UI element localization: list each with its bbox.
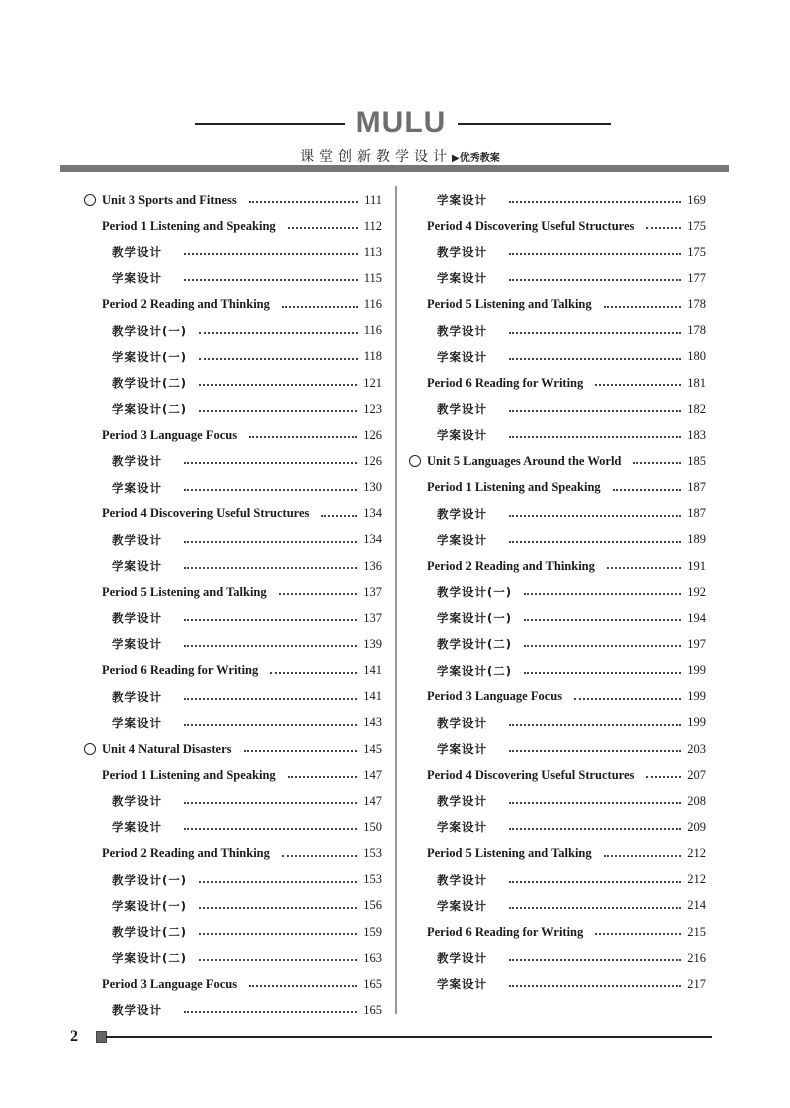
entry-page: 118 bbox=[363, 349, 382, 364]
entry-label: 学案设计 bbox=[112, 271, 162, 286]
entry-page: 165 bbox=[363, 976, 382, 991]
entry-label: 教学设计(二) bbox=[112, 376, 188, 391]
entry-label: 学案设计 bbox=[437, 820, 487, 835]
toc-entry-sub[interactable] bbox=[409, 658, 706, 684]
entry-label: 教学设计 bbox=[437, 951, 487, 966]
entry-page: 199 bbox=[687, 715, 706, 730]
dot-leader bbox=[184, 462, 357, 464]
dot-leader bbox=[249, 436, 357, 438]
entry-label: 学案设计(一) bbox=[112, 898, 188, 913]
dot-leader bbox=[509, 253, 681, 255]
dot-leader bbox=[633, 462, 681, 464]
entry-label: 教学设计 bbox=[437, 872, 487, 887]
dot-leader bbox=[199, 907, 357, 909]
dot-leader bbox=[607, 567, 681, 569]
entry-label: 学案设计 bbox=[437, 977, 487, 992]
entry-label: Unit 3 Sports and Fitness bbox=[102, 192, 237, 207]
entry-page: 199 bbox=[687, 663, 706, 678]
entry-page: 214 bbox=[687, 898, 706, 913]
entry-page: 178 bbox=[687, 323, 706, 338]
entry-page: 136 bbox=[363, 558, 382, 573]
dot-leader bbox=[509, 515, 681, 517]
dot-leader bbox=[524, 645, 681, 647]
entry-page: 180 bbox=[687, 349, 706, 364]
entry-page: 197 bbox=[687, 636, 706, 651]
entry-label: Period 3 Language Focus bbox=[102, 427, 238, 442]
entry-page: 209 bbox=[687, 819, 706, 834]
toc-entry-sub[interactable] bbox=[409, 971, 706, 997]
entry-label: Period 1 Listening and Speaking bbox=[427, 480, 601, 495]
entry-page: 217 bbox=[687, 976, 706, 991]
entry-page: 182 bbox=[687, 401, 706, 416]
entry-label: 教学设计 bbox=[112, 454, 162, 469]
entry-page: 187 bbox=[687, 506, 706, 521]
entry-label: Period 6 Reading for Writing bbox=[427, 375, 584, 390]
entry-label: Period 5 Listening and Talking bbox=[427, 846, 592, 861]
entry-label: 教学设计 bbox=[112, 611, 162, 626]
entry-page: 134 bbox=[363, 506, 382, 521]
entry-label: Period 4 Discovering Useful Structures bbox=[102, 506, 310, 521]
dot-leader bbox=[509, 332, 681, 334]
entry-label: 学案设计(一) bbox=[112, 349, 188, 364]
entry-page: 113 bbox=[363, 244, 382, 259]
dot-leader bbox=[509, 907, 681, 909]
entry-label: 学案设计 bbox=[437, 428, 487, 443]
entry-label: 教学设计 bbox=[437, 506, 487, 521]
entry-page: 134 bbox=[363, 532, 382, 547]
toc-entry-period[interactable] bbox=[84, 501, 382, 527]
dot-leader bbox=[646, 227, 681, 229]
dot-leader bbox=[604, 855, 682, 857]
entry-page: 126 bbox=[363, 453, 382, 468]
dot-leader bbox=[270, 672, 357, 674]
toc-entry-sub[interactable] bbox=[84, 553, 382, 579]
entry-label: Period 2 Reading and Thinking bbox=[102, 297, 270, 312]
entry-label: 教学设计 bbox=[437, 715, 487, 730]
toc-entry-sub[interactable] bbox=[409, 579, 706, 605]
dot-leader bbox=[184, 724, 357, 726]
toc-entry-period[interactable] bbox=[409, 684, 706, 710]
entry-page: 175 bbox=[687, 244, 706, 259]
entry-page: 192 bbox=[687, 584, 706, 599]
entry-label: Period 3 Language Focus bbox=[102, 976, 238, 991]
entry-page: 150 bbox=[363, 819, 382, 834]
toc-entry-sub[interactable] bbox=[409, 344, 706, 370]
entry-label: 学案设计(二) bbox=[437, 663, 513, 678]
entry-page: 175 bbox=[687, 218, 706, 233]
subtitle-tag: ▶优秀教案 bbox=[452, 153, 500, 164]
toc-entry-sub[interactable] bbox=[409, 422, 706, 448]
toc-entry-sub[interactable] bbox=[409, 396, 706, 422]
dot-leader bbox=[509, 279, 681, 281]
entry-label: 学案设计 bbox=[112, 637, 162, 652]
toc-entry-period[interactable] bbox=[84, 971, 382, 997]
toc-entry-sub[interactable] bbox=[84, 344, 382, 370]
book-subtitle bbox=[300, 146, 500, 166]
toc-entry-sub[interactable] bbox=[409, 239, 706, 265]
column-divider bbox=[395, 186, 397, 1014]
entry-page: 111 bbox=[364, 192, 382, 207]
entry-label: 教学设计 bbox=[112, 794, 162, 809]
entry-page: 145 bbox=[363, 741, 382, 756]
dot-leader bbox=[282, 855, 357, 857]
dot-leader bbox=[509, 881, 681, 883]
toc-entry-sub[interactable] bbox=[409, 736, 706, 762]
entry-label: 学案设计 bbox=[437, 349, 487, 364]
footer-rule bbox=[106, 1036, 712, 1038]
page-title: MULU bbox=[355, 106, 447, 139]
entry-page: 189 bbox=[687, 532, 706, 547]
entry-page: 177 bbox=[687, 270, 706, 285]
toc-entry-sub[interactable] bbox=[409, 867, 706, 893]
entry-label: Period 6 Reading for Writing bbox=[102, 663, 259, 678]
entry-page: 143 bbox=[363, 715, 382, 730]
entry-label: 学案设计 bbox=[112, 715, 162, 730]
toc-entry-unit[interactable] bbox=[409, 448, 706, 474]
entry-page: 183 bbox=[687, 427, 706, 442]
entry-page: 185 bbox=[687, 453, 706, 468]
entry-label: Period 1 Listening and Speaking bbox=[102, 218, 276, 233]
dot-leader bbox=[184, 698, 357, 700]
entry-page: 208 bbox=[687, 793, 706, 808]
dot-leader bbox=[282, 306, 358, 308]
entry-label: 学案设计 bbox=[437, 532, 487, 547]
dot-leader bbox=[199, 332, 358, 334]
dot-leader bbox=[288, 227, 358, 229]
toc-entry-period[interactable] bbox=[409, 762, 706, 788]
entry-page: 147 bbox=[363, 767, 382, 782]
entry-page: 112 bbox=[363, 218, 382, 233]
toc-entry-sub[interactable] bbox=[84, 867, 382, 893]
toc-entry-period[interactable] bbox=[409, 370, 706, 396]
toc-entry-period[interactable] bbox=[84, 841, 382, 867]
dot-leader bbox=[184, 828, 357, 830]
dot-leader bbox=[509, 724, 681, 726]
toc-entry-sub[interactable] bbox=[84, 265, 382, 291]
entry-label: 教学设计 bbox=[112, 532, 162, 547]
toc-entry-period[interactable] bbox=[84, 422, 382, 448]
toc-entry-sub[interactable] bbox=[409, 605, 706, 631]
dot-leader bbox=[595, 933, 681, 935]
entry-page: 116 bbox=[363, 323, 382, 338]
toc-entry-sub[interactable] bbox=[409, 814, 706, 840]
toc-entry-sub[interactable] bbox=[84, 814, 382, 840]
entry-page: 191 bbox=[687, 558, 706, 573]
toc-entry-period[interactable] bbox=[409, 213, 706, 239]
dot-leader bbox=[509, 802, 681, 804]
entry-page: 137 bbox=[363, 610, 382, 625]
entry-label: Unit 4 Natural Disasters bbox=[102, 741, 232, 756]
entry-page: 123 bbox=[363, 401, 382, 416]
title-rule-right bbox=[458, 123, 611, 125]
dot-leader bbox=[184, 1011, 357, 1013]
header-band bbox=[60, 165, 729, 172]
entry-label: 教学设计 bbox=[437, 402, 487, 417]
entry-page: 115 bbox=[363, 270, 382, 285]
dot-leader bbox=[509, 828, 681, 830]
dot-leader bbox=[199, 358, 358, 360]
dot-leader bbox=[509, 410, 681, 412]
dot-leader bbox=[184, 619, 357, 621]
toc-entry-sub[interactable] bbox=[84, 370, 382, 396]
dot-leader bbox=[184, 541, 357, 543]
toc-entry-period[interactable] bbox=[409, 919, 706, 945]
entry-page: 216 bbox=[687, 950, 706, 965]
entry-label: 教学设计(二) bbox=[437, 637, 513, 652]
entry-label: 教学设计 bbox=[437, 323, 487, 338]
entry-label: Period 5 Listening and Talking bbox=[102, 584, 267, 599]
toc-right-column bbox=[409, 187, 706, 997]
toc-entry-sub[interactable] bbox=[84, 631, 382, 657]
entry-page: 199 bbox=[687, 689, 706, 704]
toc-entry-sub[interactable] bbox=[409, 265, 706, 291]
entry-page: 153 bbox=[363, 872, 382, 887]
entry-page: 121 bbox=[363, 375, 382, 390]
entry-page: 212 bbox=[687, 872, 706, 887]
dot-leader bbox=[524, 672, 681, 674]
toc-entry-sub[interactable] bbox=[84, 919, 382, 945]
entry-label: 学案设计 bbox=[112, 480, 162, 495]
dot-leader bbox=[249, 201, 358, 203]
entry-label: Period 3 Language Focus bbox=[427, 689, 563, 704]
dot-leader bbox=[321, 515, 357, 517]
subtitle-text: 课堂创新教学设计 bbox=[300, 149, 452, 165]
entry-page: 212 bbox=[687, 846, 706, 861]
dot-leader bbox=[574, 698, 681, 700]
toc-entry-sub[interactable] bbox=[84, 788, 382, 814]
toc-entry-period[interactable] bbox=[409, 553, 706, 579]
entry-page: 147 bbox=[363, 793, 382, 808]
dot-leader bbox=[604, 306, 682, 308]
entry-page: 207 bbox=[687, 767, 706, 782]
entry-page: 181 bbox=[687, 375, 706, 390]
entry-page: 156 bbox=[363, 898, 382, 913]
entry-label: Period 4 Discovering Useful Structures bbox=[427, 767, 635, 782]
entry-label: 教学设计 bbox=[437, 794, 487, 809]
toc-entry-sub[interactable] bbox=[409, 710, 706, 736]
toc-entry-sub[interactable] bbox=[409, 631, 706, 657]
entry-page: 194 bbox=[687, 610, 706, 625]
entry-label: 学案设计(二) bbox=[112, 951, 188, 966]
title-rule-left bbox=[195, 123, 345, 125]
dot-leader bbox=[509, 358, 681, 360]
dot-leader bbox=[199, 881, 357, 883]
toc-entry-sub[interactable] bbox=[409, 788, 706, 814]
dot-leader bbox=[509, 541, 681, 543]
toc-entry-unit[interactable] bbox=[84, 736, 382, 762]
entry-label: Period 5 Listening and Talking bbox=[427, 297, 592, 312]
entry-label: Unit 5 Languages Around the World bbox=[427, 453, 622, 468]
entry-label: Period 1 Listening and Speaking bbox=[102, 767, 276, 782]
entry-label: 教学设计 bbox=[437, 245, 487, 260]
entry-label: 教学设计(一) bbox=[437, 585, 513, 600]
dot-leader bbox=[184, 489, 357, 491]
dot-leader bbox=[199, 410, 357, 412]
dot-leader bbox=[509, 959, 681, 961]
toc-entry-period[interactable] bbox=[409, 841, 706, 867]
entry-page: 178 bbox=[687, 297, 706, 312]
toc-entry-sub[interactable] bbox=[409, 945, 706, 971]
toc-entry-sub[interactable] bbox=[84, 318, 382, 344]
circle-icon bbox=[84, 194, 96, 206]
entry-page: 116 bbox=[363, 297, 382, 312]
dot-leader bbox=[524, 593, 681, 595]
toc-entry-sub[interactable] bbox=[409, 527, 706, 553]
dot-leader bbox=[524, 619, 681, 621]
entry-label: 教学设计(一) bbox=[112, 323, 188, 338]
toc-entry-period[interactable] bbox=[84, 762, 382, 788]
toc-entry-sub[interactable] bbox=[84, 448, 382, 474]
dot-leader bbox=[184, 253, 358, 255]
toc-entry-sub[interactable] bbox=[84, 893, 382, 919]
dot-leader bbox=[199, 384, 357, 386]
entry-label: 学案设计 bbox=[112, 820, 162, 835]
dot-leader bbox=[249, 985, 357, 987]
toc-entry-sub[interactable] bbox=[409, 501, 706, 527]
toc-entry-sub[interactable] bbox=[84, 475, 382, 501]
dot-leader bbox=[509, 201, 681, 203]
entry-label: Period 2 Reading and Thinking bbox=[102, 846, 270, 861]
entry-page: 139 bbox=[363, 636, 382, 651]
toc-entry-sub[interactable] bbox=[84, 527, 382, 553]
toc-entry-period[interactable] bbox=[84, 658, 382, 684]
entry-page: 153 bbox=[363, 846, 382, 861]
entry-label: 学案设计 bbox=[437, 193, 487, 208]
dot-leader bbox=[509, 985, 681, 987]
entry-page: 159 bbox=[363, 924, 382, 939]
toc-entry-unit[interactable] bbox=[84, 187, 382, 213]
toc-entry-sub[interactable] bbox=[409, 893, 706, 919]
entry-label: 学案设计 bbox=[437, 742, 487, 757]
entry-page: 163 bbox=[363, 950, 382, 965]
entry-label: 教学设计 bbox=[112, 689, 162, 704]
toc-entry-sub[interactable] bbox=[84, 710, 382, 736]
entry-page: 165 bbox=[363, 1002, 382, 1017]
toc-entry-sub[interactable] bbox=[84, 684, 382, 710]
page-number: 2 bbox=[70, 1028, 78, 1045]
dot-leader bbox=[646, 776, 681, 778]
entry-label: 学案设计 bbox=[437, 271, 487, 286]
entry-page: 169 bbox=[687, 192, 706, 207]
dot-leader bbox=[184, 645, 357, 647]
entry-label: Period 2 Reading and Thinking bbox=[427, 558, 595, 573]
entry-label: 教学设计 bbox=[112, 245, 162, 260]
entry-label: Period 4 Discovering Useful Structures bbox=[427, 218, 635, 233]
entry-page: 203 bbox=[687, 741, 706, 756]
entry-label: 学案设计(一) bbox=[437, 611, 513, 626]
toc-entry-sub[interactable] bbox=[84, 945, 382, 971]
entry-label: 学案设计 bbox=[437, 898, 487, 913]
dot-leader bbox=[595, 384, 681, 386]
toc-entry-sub[interactable] bbox=[409, 318, 706, 344]
entry-page: 215 bbox=[687, 924, 706, 939]
dot-leader bbox=[199, 933, 357, 935]
circle-icon bbox=[409, 455, 421, 467]
dot-leader bbox=[244, 750, 358, 752]
toc-entry-sub[interactable] bbox=[84, 605, 382, 631]
entry-label: Period 6 Reading for Writing bbox=[427, 924, 584, 939]
dot-leader bbox=[509, 436, 681, 438]
toc-entry-sub[interactable] bbox=[84, 997, 382, 1023]
toc-entry-period[interactable] bbox=[84, 579, 382, 605]
dot-leader bbox=[184, 802, 357, 804]
toc-entry-period[interactable] bbox=[409, 292, 706, 318]
dot-leader bbox=[288, 776, 358, 778]
dot-leader bbox=[613, 489, 682, 491]
toc-entry-sub[interactable] bbox=[409, 187, 706, 213]
toc-entry-period[interactable] bbox=[84, 292, 382, 318]
entry-page: 130 bbox=[363, 480, 382, 495]
entry-page: 187 bbox=[687, 480, 706, 495]
entry-page: 141 bbox=[363, 663, 382, 678]
dot-leader bbox=[509, 750, 681, 752]
entry-label: 学案设计(二) bbox=[112, 402, 188, 417]
toc-entry-period[interactable] bbox=[84, 213, 382, 239]
dot-leader bbox=[184, 279, 358, 281]
entry-label: 教学设计 bbox=[112, 1003, 162, 1018]
dot-leader bbox=[279, 593, 358, 595]
toc-entry-sub[interactable] bbox=[84, 396, 382, 422]
circle-icon bbox=[84, 743, 96, 755]
entry-page: 137 bbox=[363, 584, 382, 599]
entry-page: 141 bbox=[363, 689, 382, 704]
entry-page: 126 bbox=[363, 427, 382, 442]
entry-label: 教学设计(一) bbox=[112, 872, 188, 887]
entry-label: 学案设计 bbox=[112, 559, 162, 574]
dot-leader bbox=[184, 567, 357, 569]
toc-entry-sub[interactable] bbox=[84, 239, 382, 265]
entry-label: 教学设计(二) bbox=[112, 925, 188, 939]
dot-leader bbox=[199, 959, 357, 961]
toc-left-column bbox=[84, 187, 382, 1024]
toc-entry-period[interactable] bbox=[409, 475, 706, 501]
